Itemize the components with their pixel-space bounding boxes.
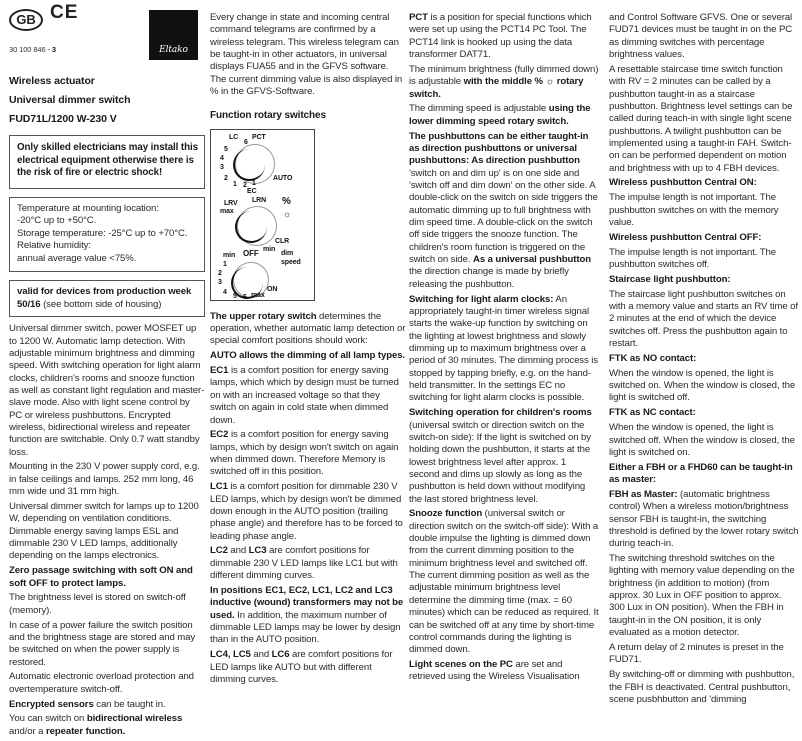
section-heading: Wireless pushbutton Central ON: [609,177,757,189]
col1-body [9,323,205,738]
paragraph: Switching for light alarm clocks: An appropriately taught-in timer wireless signal starts the wake-up function by switching on the lighting at lowest brightness and slowly dimming up to maximum brightness over a period of 30 minutes. The dimming process is stopped by tapping briefly, e.g. on the hand-held transmitter. In the settings EC no switching for light alarm clocks is possible. [409,293,598,404]
paragraph: EC1 is a comfort position for energy saving lamps, which which by design must be turned on with an increased voltage so that they switch on again in cold state when dimmed down. [210,365,399,426]
dial-label: max [220,207,234,215]
paragraph: In case of a power failure the switch position and the brightness stage are stored and may be switched on when the power supply is restored. [9,619,196,668]
paragraph: The staircase light pushbutton switches on with a memory value and starts an RV time of 2 minutes at the end of which the device switches off. Press the pushbutton again to restart. [609,288,798,350]
column-1 [9,0,205,741]
section-heading: Either a FBH or a FHD60 can be taught-in as master: [609,461,793,486]
paragraph: The brightness level is stored on switch-off (memory). [9,592,186,616]
section-heading: Wireless pushbutton Central OFF: [609,231,762,243]
paragraph: In positions EC1, EC2, LC1, LC2 and LC3 inductive (wound) transformers may not be used. In addition, the maximum number of dimmable LED lamps may be lower by design than in the AUTO position. [210,584,404,646]
brightness-icon: ☼ [283,208,292,219]
dial-label: 2 [243,181,247,189]
dial-label: CLR [275,237,290,245]
paragraph: Mounting in the 230 V power supply cord, e.g. in false ceilings and lamps. 252 mm long, 46 mm wide und 31 mm high. [9,461,200,498]
dial-label: 2 [218,269,222,277]
warning-box: Only skilled electricians may install this electrical equipment otherwise there is the risk of fire or electric shock! [9,135,205,189]
dial-label: speed [281,258,301,266]
section-heading: Staircase light pushbutton: [609,273,731,285]
dial-label: 1 [223,260,227,268]
title-line-1: Wireless actuator [9,75,95,87]
dial-label: OFF [243,248,259,258]
upper-rotary-switch-icon [235,144,275,184]
dial-label: LC [229,133,239,141]
paragraph: Automatic electronic overload protection and overtemperature switch-off. [9,671,194,695]
paragraph: and Control Software GFVS. One or several FUD71 devices must be taught in on the PC as dimming switches with percentage brightness values. [609,12,793,61]
paragraph-bold: AUTO allows the dimming of all lamp types. [210,350,405,362]
dial-label: min [223,251,236,259]
dial-label: 3 [220,163,224,171]
section-heading: FTK as NC contact: [609,407,696,419]
paragraph: Switching operation for children's rooms (universal switch or direction switch on the switch-on side): If the light is switched on by holding down the pushbutton, it starts at the lowest brightness level after approx. 1 second and dims up slowly as long as the pushbutton is held down without modifying the last stored brightness level. [409,407,592,505]
dial-label: ON [267,285,278,293]
dial-label: LRV [224,199,238,207]
validity-box [9,280,205,317]
paragraph: A return delay of 2 minutes is preset in the FUD71. [609,642,784,666]
country-badge: GB [9,9,43,31]
paragraph: LC4, LC5 and LC6 are comfort positions for LED lamps like AUTO but with different dimming curves. [210,649,393,685]
title-line-2: Universal dimmer switch [9,94,131,106]
paragraph: The upper rotary switch determines the operation, whether automatic lamp detection or special comfort positions should work: [210,310,406,347]
paragraph: By switching-off or dimming with pushbutton, the FBH is deactivated. Central pushbutton, scene pusbhbutton and 'dimming [609,669,795,705]
paragraph: When the window is opened, the light is switched on. When the window is closed, the light is switched off. [609,367,796,404]
dial-label: PCT [252,133,266,141]
paragraph: The switching threshold switches on the lighting with memory value depending on the brightness (in addition to motion) (from approx. 30 Lux in OFF position to approx. 300 Lux in ON position). When the FBH in taught-in in the ON position, it is only evaluated as a motion detector. [609,553,795,639]
paragraph: The impulse length is not important. The pushbutton switches on with the memory value. [609,192,779,228]
dial-label: 1 [252,179,256,187]
paragraph: The minimum brightness (fully dimmed down) is adjustable with the middle % ☼ rotary switch. [409,63,599,100]
paragraph: The dimming speed is adjustable using the lower dimming speed rotary switch. [409,103,591,127]
paragraph: Encrypted sensors can be taught in. [9,698,166,710]
dial-label: 3 [218,278,222,286]
dial-label: 6 [243,293,247,301]
rotary-switch-diagram [210,129,315,301]
paragraph: Light scenes on the PC are set and retrieved using the Wireless Visualisation [409,659,580,683]
temp-line: -20°C up to +50°C. [17,215,97,227]
middle-rotary-switch-icon [237,206,277,246]
paragraph: Universal dimmer switch, power MOSFET up to 1200 W. Automatic lamp detection. With adjustable minimum brightness and dimming speed. With switching operation for light alarm clocks, children's rooms and snooze function as well as constant light regulation and master-slave mode. Also with light scene control by PC or wireless pushbuttons. Encrypted wireless, bidirectional wireless and repeater function are switchable. Only 0.7 watt standby loss. [9,323,205,458]
paragraph: LC2 and LC3 are comfort positions for dimmable 230 V LED lamps like LC1 but with different dimming curves. [210,545,398,582]
column-2 [210,12,406,689]
dial-label: 2 [224,174,228,182]
section-heading: FTK as NO contact: [609,352,697,364]
paragraph: LC1 is a comfort position for dimmable 230 V LED lamps, which by design won't be dimmed down enough in the AUTO position (trailing phase angle) and therefore has to be forced to leading phase angle. [210,481,403,542]
validity-note: (see bottom side of housing) [40,298,162,310]
dial-label: AUTO [273,174,293,182]
ce-mark-icon: CE [50,2,79,23]
column-3 [409,12,599,686]
dial-label: 1 [233,180,237,188]
paragraph: The pushbuttons can be either taught-in as direction pushbuttons or universal pushbuttons: As direction pushbutton 'switch on and dim up' is on one side and 'switch off and dim down' on the other side. A double-click on the switch on side triggers the automatic dimming up to full brightness with dim speed time. A double-click on the switch off side triggers the snooze function. The children's room function is triggered on the switch on side. As a universal pushbutton the direction change is made by briefly releasing the pushbutton. [409,130,598,290]
paragraph: A resettable staircase time switch function with RV = 2 minutes can be called by a pushbutton taught-in as a staircase pushbutton. Brightness level settings can be called during teach-in with single light scene pushbuttons. A twilight pushbutton can be implemented using a taught-in FAH. Switch-on can be performed dependent on motion and brightness with up to 4 FBH devices. [609,63,793,174]
dial-label: % [282,195,291,207]
paragraph: When the window is opened, the light is switched off. When the window is closed, the light is switched on. [609,422,795,458]
dial-label: 5 [224,145,228,153]
eltako-logo: Eltako [149,10,198,60]
paragraph: Snooze function (universal switch or direction switch on the switch-off side): With a double impulse the lighting is dimmed down from the current dimming position to the minimum brightness level and switched off. The current dimming position as well as the adjustable minimum brightness level determine the dimming time (max. = 60 minutes) which can be reduced as required. It can be switched off at any time by short-time control commands during the lighting is dimmed down. [409,508,599,656]
doc-number: 30 100 846 - 3 [9,45,56,54]
dial-label: dim [281,249,294,257]
dial-label: 4 [223,288,227,296]
paragraph: The impulse length is not important. The pushbutton switches off. [609,246,777,271]
dial-label: 5 [233,292,237,300]
temperature-box [9,197,205,273]
dial-label: 4 [220,154,224,162]
paragraph: EC2 is a comfort position for energy saving lamps, which by design won't switch on again when dimmed down. Therefore Memory is switched off in this position. [210,429,399,478]
paragraph: PCT is a position for special functions which were set up using the PCT14 PC Tool. The PCT14 link is hooked up using the data transformer DAT71. [409,12,592,61]
dial-label: EC [247,187,257,195]
validity-bold: valid for devices from production week 50/16 [17,286,192,310]
column-4 [609,12,799,709]
section-title: Function rotary switches [210,110,326,122]
temp-line: Temperature at mounting location: [17,202,159,214]
paragraph: You can switch on bidirectional wireless and/or a repeater function. [9,713,183,737]
temp-line: Relative humidity: [17,240,91,252]
dial-label: max [251,291,265,299]
paragraph: Every change in state and incoming central command telegrams are confirmed by a wireless telegram. This wireless telegram can be taught-in in other actuators, in universal displays FUA55 and in the GFVS software. The current dimming value is also displayed in % in the GFVS-Software. [210,12,403,98]
temp-line: Storage temperature: -25°C up to +70°C. [17,227,188,239]
title-line-3: FUD71L/1200 W-230 V [9,113,117,125]
paragraph-bold: Zero passage switching with soft ON and soft OFF to protect lamps. [9,565,193,589]
temp-line: annual average value <75%. [17,252,137,264]
dial-label: min [263,245,276,253]
paragraph: FBH as Master: (automatic brightness control) When a wireless motion/brightness sensor FBH is taught-in, the switching threshold is defined by the lower rotary switch during teach-in. [609,488,799,550]
dial-label: LRN [252,196,267,204]
dial-label: 6 [244,138,248,146]
header [9,0,205,74]
paragraph: Universal dimmer switch for lamps up to 1200 W, depending on ventilation conditions. Dimmable energy saving lamps ESL and dimmable 230 V LED lamps, additionally depending on the lamps electronics. [9,500,199,562]
